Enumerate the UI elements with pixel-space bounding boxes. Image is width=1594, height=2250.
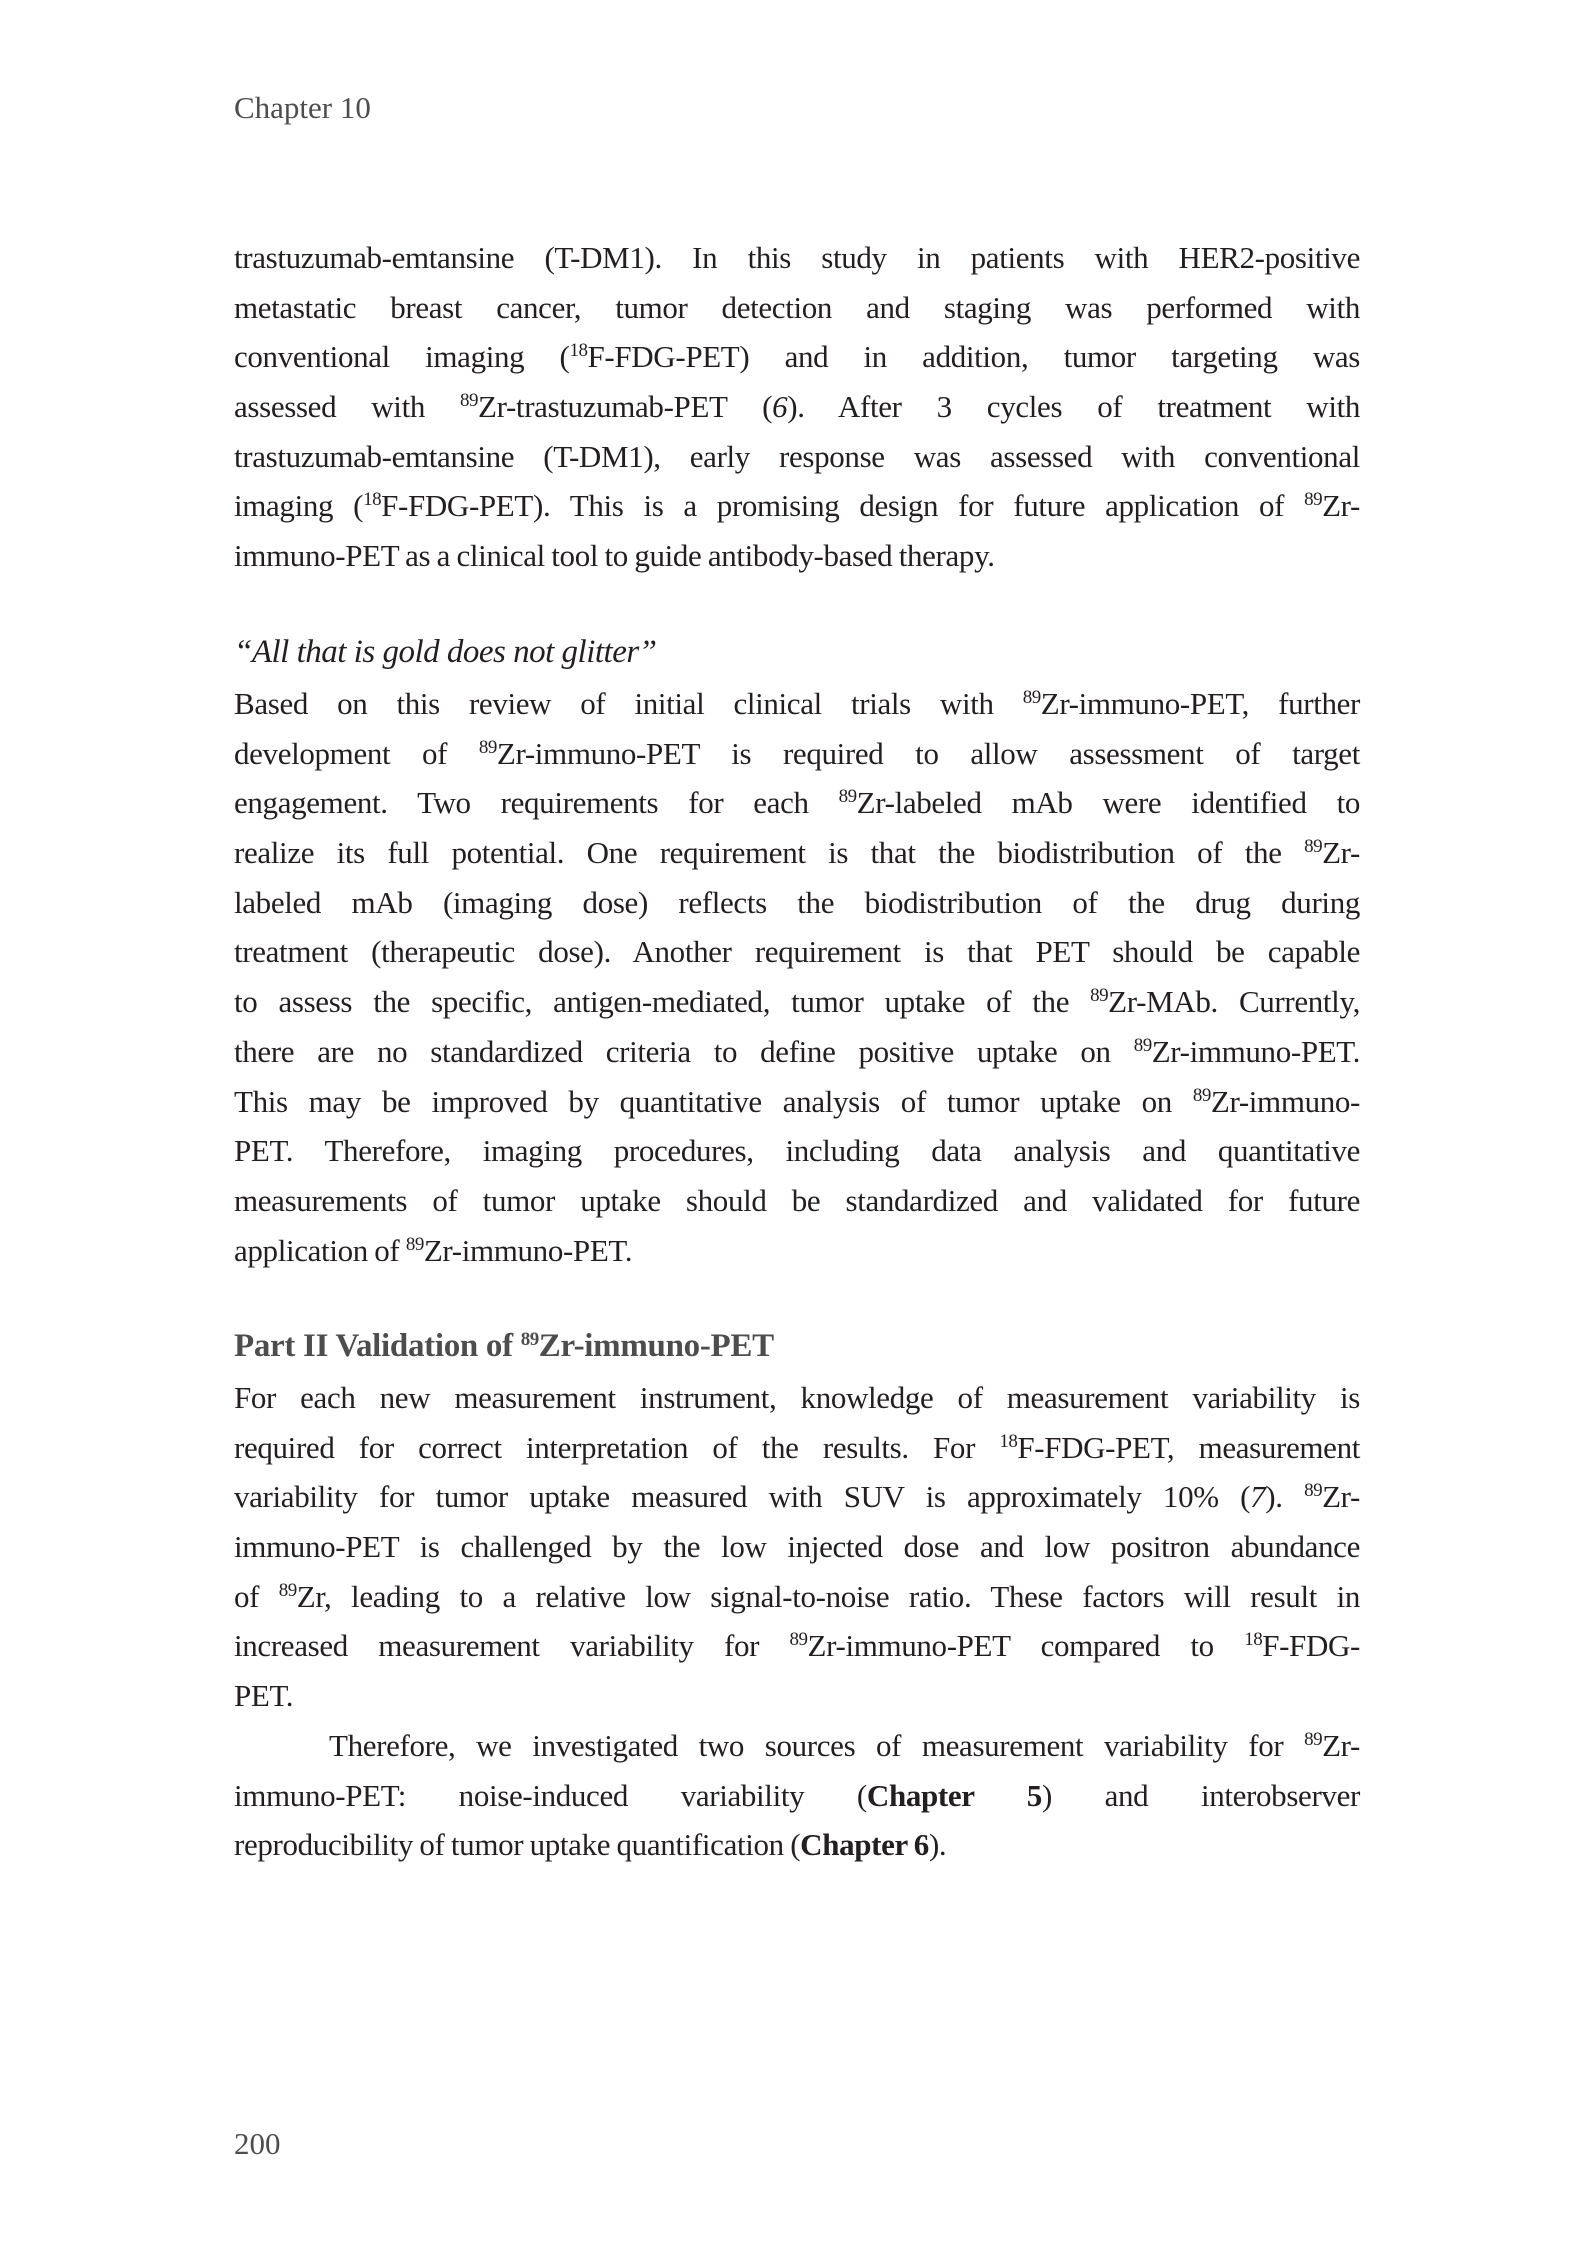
text-run: For each new measurement instrument, knowledge of measurement variability is (234, 1380, 1360, 1415)
text-run: to assess the specific, antigen-mediated, tumor uptake of the (234, 984, 1091, 1020)
body-block-3 (234, 1373, 1360, 1721)
text-run: immuno-PET as a clinical tool to guide antibody-based therapy. (234, 538, 995, 574)
text-line (234, 1027, 1360, 1077)
text-run: PET. Therefore, imaging procedures, including data analysis and quantitative (234, 1133, 1360, 1169)
text-line (234, 977, 1360, 1027)
text-run: ) and interobserver (1041, 1777, 1360, 1813)
text-run: application of (234, 1232, 406, 1268)
text-run: ). After 3 cycles of treatment with (787, 389, 1360, 425)
text-run: This may be improved by quantitative analysis of tumor uptake on (234, 1083, 1193, 1119)
isotope-superscript: 18 (363, 489, 382, 511)
text-run: Zr- (1322, 488, 1360, 524)
text-run: imaging ( (234, 488, 364, 524)
text-run: immuno-PET is challenged by the low injected dose and low positron abundance (234, 1529, 1360, 1565)
section-heading-gold (234, 628, 1360, 678)
text-line (234, 1176, 1360, 1226)
text-run: F-FDG-PET) and in addition, tumor targeting was (587, 339, 1360, 375)
text-line (234, 332, 1360, 382)
heading-text (234, 1322, 1360, 1372)
text-run: Zr, leading to a relative low signal-to-noise ratio. These factors will result in (296, 1578, 1360, 1614)
text-run: variability for tumor uptake measured with SUV is approximately 10% ( (234, 1479, 1251, 1515)
text-run: realize its full potential. One requirement is that the biodistribution of the (234, 835, 1305, 871)
text-line (234, 1572, 1360, 1622)
text-run: measurements of tumor uptake should be standardized and validated for future (234, 1182, 1360, 1218)
isotope-superscript: 89 (1133, 1034, 1152, 1056)
isotope-superscript: 18 (569, 340, 588, 362)
text-run: assessed with (234, 389, 461, 425)
running-head: Chapter 10 (234, 90, 371, 125)
text-run: Zr- (1322, 1728, 1360, 1763)
text-run: development of (234, 735, 479, 771)
isotope-superscript: 89 (405, 1233, 424, 1255)
text-run: Zr- (1322, 1479, 1360, 1515)
text-line (234, 432, 1360, 482)
text-run: Zr-immuno-PET, further (1040, 686, 1360, 721)
body-block-4 (234, 1721, 1360, 1870)
isotope-superscript: 18 (1244, 1629, 1263, 1651)
text-line (234, 729, 1360, 779)
text-run: Zr-MAb. Currently, (1108, 984, 1360, 1020)
isotope-superscript: 89 (1304, 836, 1323, 858)
text-run: Zr-labeled mAb were identified to (856, 785, 1360, 821)
text-run: trastuzumab-emtansine (T-DM1). In this study in patients with HER2-positive (234, 240, 1360, 275)
text-line (234, 1472, 1360, 1522)
isotope-superscript: 89 (1304, 489, 1323, 511)
text-line (234, 878, 1360, 928)
text-line (234, 481, 1360, 531)
body-block-1 (234, 233, 1360, 581)
citation: 6 (772, 389, 788, 425)
isotope-superscript: 89 (1090, 985, 1109, 1007)
text-line (234, 531, 1360, 581)
isotope-superscript: 89 (789, 1629, 808, 1651)
chapter-reference: Chapter 5 (866, 1777, 1042, 1813)
text-run: there are no standardized criteria to define positive uptake on (234, 1033, 1134, 1069)
text-run: of (234, 1578, 279, 1614)
isotope-superscript: 89 (478, 736, 497, 758)
text-run: Zr-immuno-PET (538, 1328, 774, 1364)
section-heading-part-ii (234, 1322, 1360, 1372)
text-line (234, 382, 1360, 432)
text-run: increased measurement variability for (234, 1628, 790, 1664)
text-run: ). (1265, 1479, 1305, 1515)
text-run: Zr-immuno- (1210, 1083, 1360, 1119)
text-run: engagement. Two requirements for each (234, 785, 839, 821)
text-run: reproducibility of tumor uptake quantification ( (234, 1827, 801, 1863)
text-run: required for correct interpretation of the results. For (234, 1429, 1000, 1465)
heading-text: “All that is gold does not glitter” (234, 634, 657, 670)
page-number: 200 (234, 2126, 281, 2161)
text-run: Zr-immuno-PET is required to allow assessment of target (496, 735, 1360, 771)
isotope-superscript: 89 (520, 1329, 539, 1350)
text-line (234, 828, 1360, 878)
isotope-superscript: 89 (1304, 1729, 1323, 1750)
text-run: PET. (234, 1678, 294, 1714)
text-run: F-FDG-PET, measurement (1017, 1429, 1361, 1465)
isotope-superscript: 89 (460, 390, 479, 412)
text-line (234, 1671, 1360, 1721)
text-line (234, 1373, 1360, 1423)
text-run: metastatic breast cancer, tumor detection and staging was performed with (234, 289, 1360, 325)
text-line (234, 1522, 1360, 1572)
isotope-superscript: 89 (1192, 1084, 1211, 1106)
isotope-superscript: 89 (278, 1579, 297, 1601)
text-run: Based on this review of initial clinical trials with (234, 686, 1023, 721)
text-line (234, 1771, 1360, 1821)
text-run: Therefore, we investigated two sources of measurement variability for (329, 1728, 1305, 1763)
text-line (234, 1820, 1360, 1870)
text-line (234, 778, 1360, 828)
text-line (234, 1721, 1360, 1771)
text-line (234, 283, 1360, 333)
citation: 7 (1250, 1479, 1266, 1515)
text-run: Zr-immuno-PET. (1151, 1033, 1360, 1069)
text-run: Zr-immuno-PET. (423, 1232, 633, 1268)
text-run: ). (928, 1827, 947, 1863)
text-run: conventional imaging ( (234, 339, 570, 375)
isotope-superscript: 89 (838, 786, 857, 808)
text-run: treatment (therapeutic dose). Another requirement is that PET should be capable (234, 934, 1360, 970)
text-run: labeled mAb (imaging dose) reflects the biodistribution of the drug during (234, 884, 1360, 920)
text-run: Part II Validation of (234, 1328, 521, 1364)
text-run: immuno-PET: noise-induced variability ( (234, 1777, 867, 1813)
text-line (234, 1126, 1360, 1176)
isotope-superscript: 89 (1304, 1480, 1323, 1502)
text-line (234, 1423, 1360, 1473)
body-block-2 (234, 679, 1360, 1275)
text-run: Zr- (1322, 835, 1360, 871)
text-line (234, 679, 1360, 729)
text-line (234, 233, 1360, 283)
text-run: F-FDG-PET). This is a promising design for future application of (381, 488, 1305, 524)
text-run: F-FDG- (1262, 1628, 1360, 1664)
text-line (234, 927, 1360, 977)
text-line (234, 1621, 1360, 1671)
text-run: Zr-trastuzumab-PET ( (478, 389, 773, 425)
text-run: trastuzumab-emtansine (T-DM1), early response was assessed with conventional (234, 438, 1360, 474)
isotope-superscript: 89 (1022, 687, 1041, 708)
text-line (234, 1226, 1360, 1276)
text-run: Zr-immuno-PET compared to (807, 1628, 1245, 1664)
chapter-reference: Chapter 6 (800, 1827, 929, 1863)
isotope-superscript: 18 (999, 1430, 1018, 1452)
text-line (234, 1077, 1360, 1127)
